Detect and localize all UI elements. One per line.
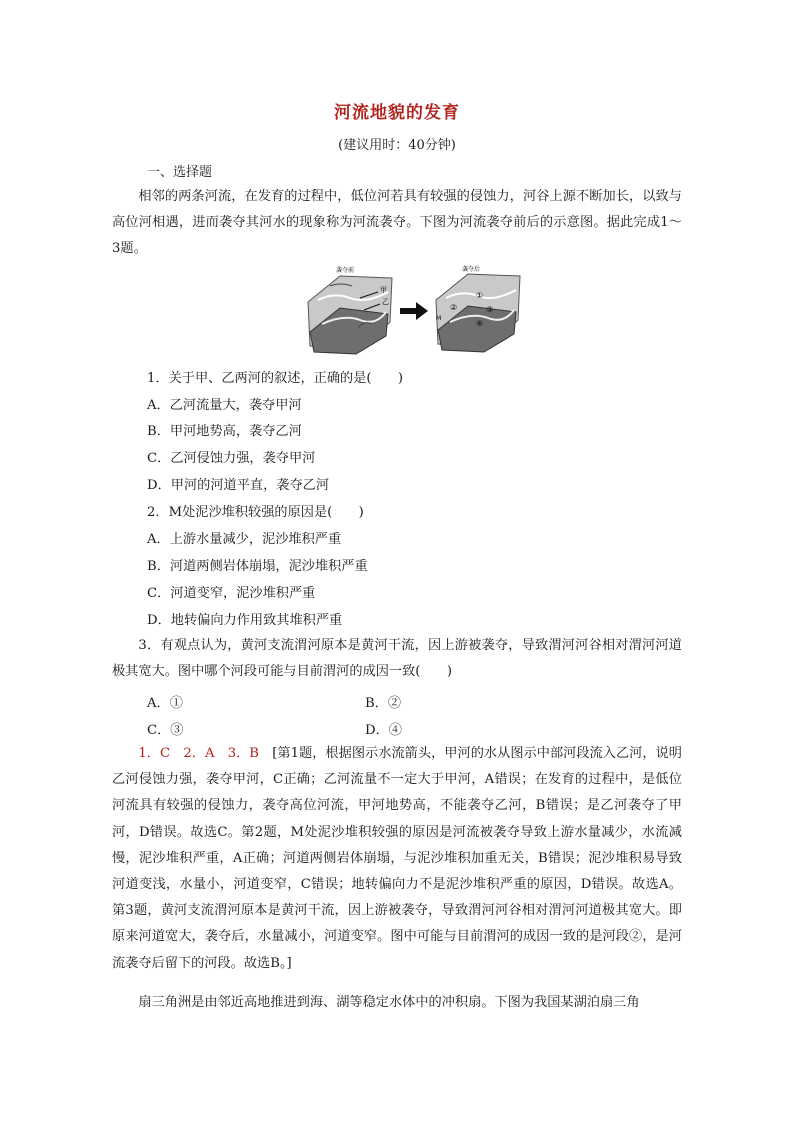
question-1-option-b: B．甲河地势高，袭夺乙河 [147,424,302,439]
question-2-stem: 2．M处泥沙堆积较强的原因是( ) [147,505,364,520]
transition-arrow-icon [400,302,428,320]
question-2-option-c: C．河道变窄，泥沙堆积严重 [147,586,316,601]
question-3-option-b: B．② [365,696,402,711]
before-capture-diagram [308,266,392,354]
question-1-option-a: A．乙河流量大，袭夺甲河 [147,398,302,413]
segment-2-label: ② [450,303,458,312]
point-m-label: M [436,315,442,322]
segment-4-label: ④ [476,319,484,328]
question-2-option-b: B．河道两侧岩体崩塌，泥沙堆积严重 [147,559,368,574]
question-1-option-d: D．甲河的河道平直，袭夺乙河 [147,478,330,493]
next-paragraph: 扇三角洲是由邻近高地推进到海、湖等稳定水体中的冲积扇。下图为我国某湖泊扇三角 [138,995,640,1010]
question-2-option-d: D．地转偏向力作用致其堆积严重 [147,613,343,628]
river-yi-label: 乙 [382,298,389,306]
river-capture-figure [300,262,530,358]
segment-1-label: ① [476,291,484,300]
page-title: 河流地貌的发育 [334,103,460,123]
after-capture-diagram [436,265,520,352]
intro-paragraph: 相邻的两条河流，在发育的过程中，低位河若具有较强的侵蚀力，河谷上源不断加长，以致与高位河相遇，进而袭夺其河水的现象称为河流袭夺。下图为河流袭夺前后的示意图。据此完成1～3题。 [112,189,682,257]
page-subtitle: (建议用时：40分钟) [338,138,456,153]
answer-key: 1．C 2．A 3．B [138,746,259,761]
question-3-option-c: C．③ [147,723,184,738]
question-1-stem: 1．关于甲、乙两河的叙述，正确的是( ) [147,371,404,386]
question-1-option-c: C．乙河侵蚀力强，袭夺甲河 [147,451,316,466]
after-label: 袭夺后 [462,266,481,273]
river-jia-label: 甲 [380,286,387,294]
explanation-text: [第1题，根据图示水流箭头，甲河的水从图示中部河段流入乙河，说明乙河侵蚀力强，袭夺甲河，C正确；乙河流量不一定大于甲河，A错误；在发育的过程中，是低位河流具有较强的侵蚀力，袭夺高位河流，甲河地势高，不能袭夺乙河，B错误；是乙河袭夺了甲河，D错误。故选C。第2题，M处泥沙堆积较强的原因是河流被袭夺导致上游水量减少，水流减慢，泥沙堆积严重，A正确；河道两侧岩体崩塌，与泥沙堆积加重无关，B错误；泥沙堆积易导致河道变浅，水量小，河道变窄，C错误；地转偏向力不是泥沙堆积严重的原因，D错误。故选A。第3题，黄河支流渭河原本是黄河干流，因上游被袭夺，导致渭河河谷相对渭河河道极其宽大。即原来河道宽大，袭夺后，水量减小，河道变窄。图中可能与目前渭河的成因一致的是河段②，是河流袭夺后留下的河段。故选B。] [112,746,682,971]
section-heading: 一、选择题 [147,165,213,180]
question-3-option-d: D．④ [365,723,402,738]
question-3-stem: 3．有观点认为，黄河支流渭河原本是黄河干流，因上游被袭夺，导致渭河河谷相对渭河河道极其宽大。图中哪个河段可能与目前渭河的成因一致( ) [112,638,682,680]
answer-explanation [112,741,682,977]
segment-3-label: ③ [486,305,494,314]
question-3-option-a: A．① [147,696,183,711]
before-label: 袭夺前 [336,267,355,274]
question-2-option-a: A．上游水量减少，泥沙堆积严重 [147,532,342,547]
